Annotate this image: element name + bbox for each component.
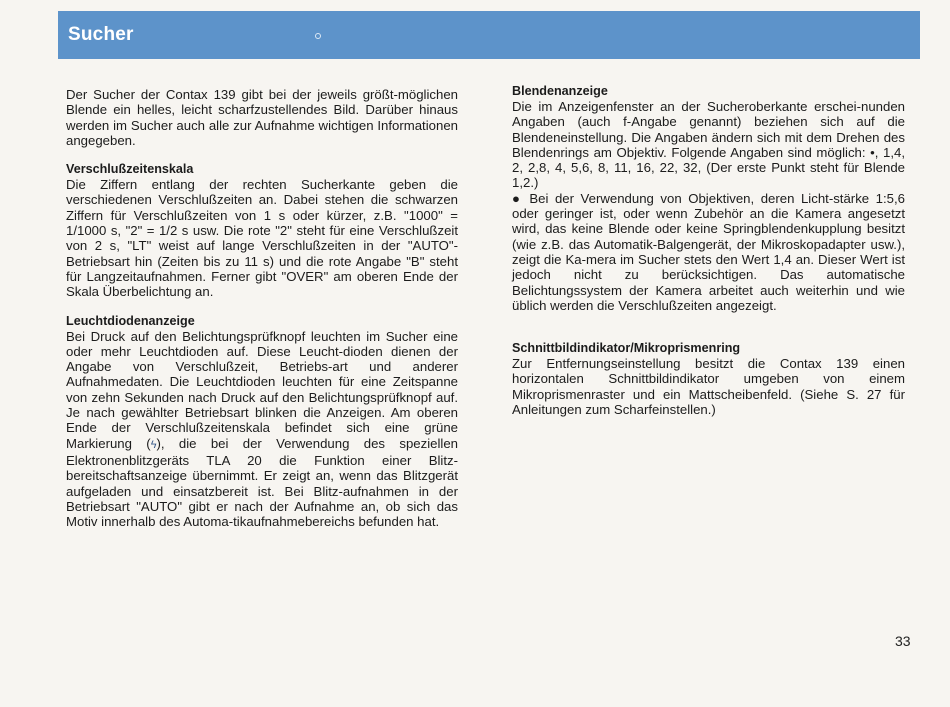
section-text: Die Ziffern entlang der rechten Sucherkante geben die verschiedenen Verschlußzeiten an. Dabei stehen die schwarzen Ziffern für Verschlußzeiten von 1 s oder kürzer, z.B. "1000" = 1/1000 s, "2" = 1/2 s usw. Die rote "2" steht für eine Verschlußzeit von 2 s, "LT" weist auf lange Verschlußzeiten in der "AUTO"-Betriebsart hin (Zeiten bis zu 11 s) und die rote Angabe "B" steht für Langzeitaufnahmen. Ferner gibt "OVER" am oberen Ende der Skala Überbelichtung an. [66, 177, 458, 300]
section-schnittbildindikator [512, 341, 905, 417]
section-leuchtdiodenanzeige [66, 314, 458, 530]
decorative-dot [315, 33, 321, 39]
bullet-icon: ● [512, 190, 523, 206]
section-heading: Blendenanzeige [512, 84, 608, 98]
section-heading: Verschlußzeitenskala [66, 162, 194, 177]
section-blendenanzeige [512, 84, 905, 313]
section-verschlusszeitenskala [66, 162, 458, 299]
section-text [66, 329, 458, 530]
right-column [512, 84, 905, 417]
header-band [58, 11, 920, 59]
section-text: Zur Entfernungseinstellung besitzt die Contax 139 einen horizontalen Schnittbildindikator umgeben von einem Mikroprismenraster und ein Mattscheibenfeld. (Siehe S. 27 für Anleitungen zum Scharfeinstellen.) [512, 356, 905, 418]
text-part: Bei Druck auf den Belichtungsprüfknopf leuchten im Sucher eine oder mehr Leuchtdioden auf. Diese Leucht-dioden dienen der Angabe von Verschlußzeit, Betriebs-art und anderer Aufnahmedaten. Die Leuchtdioden leuchten für eine Zeitspanne von zehn Sekunden nach Druck auf den Belichtungsprüfknopf auf. Je nach gewählter Betriebsart blinken die Anzeigen. Am oberen Ende der Verschlußzeitenskala befindet sich eine grüne Markierung ( [66, 328, 458, 451]
section-text [512, 99, 905, 313]
section-title: Sucher [68, 24, 134, 45]
left-column [66, 87, 458, 529]
text-part: ), die bei der Verwendung des speziellen Elektronenblitzgeräts TLA 20 die Funktion einer Blitz-bereitschaftsanzeige übernimmt. Er zeigt an, wenn das Blitzgerät aufgeladen und einsatzbereit ist. Bei Blitz-aufnahmen in der Betriebsart "AUTO" gibt er nach der Aufnahme an, ob sich das Motiv innerhalb des Automa-tikaufnahmebereichs befunden hat. [66, 435, 458, 530]
intro-paragraph: Der Sucher der Contax 139 gibt bei der jeweils größt-möglichen Blende ein helles, leicht scharfzustellendes Bild. Darüber hinaus werden im Sucher auch alle zur Aufnahme wichtigen Informationen angegeben. [66, 87, 458, 148]
page-number: 33 [895, 633, 911, 649]
text-part: Bei der Verwendung von Objektiven, deren Licht-stärke 1:5,6 oder geringer ist, oder wenn Zubehör an die Kamera angesetzt wird, das keine Blende oder keine Springblendenkupplung besitzt (wie z.B. das Automatik-Balgengerät, der Mikroskopadapter usw.), zeigt die Ka-mera im Sucher stets den Wert 1,4 an. Dieser Wert ist jedoch nicht zu berücksichtigen. Das automatische Belichtungssystem der Kamera arbeitet auch weiterhin und wie üblich werden die Verschlußzeiten angezeigt. [512, 190, 905, 313]
flash-ready-icon: ϟ [150, 438, 157, 451]
section-heading: Schnittbildindikator/Mikroprismenring [512, 341, 741, 356]
text-part: Die im Anzeigenfenster an der Sucheroberkante erschei-nunden Angaben (auch f-Angabe genannt) beziehen sich auf die Blendeneinstellung. Die Angaben ändern sich mit dem Drehen des Blendenrings am Objektiv. Folgende Angaben sind möglich: •, 1,4, 2, 2,8, 4, 5,6, 8, 11, 16, 22, 32, (Der erste Punkt steht für Blende 1,2.) [512, 99, 905, 191]
section-heading: Leuchtdiodenanzeige [66, 313, 195, 328]
